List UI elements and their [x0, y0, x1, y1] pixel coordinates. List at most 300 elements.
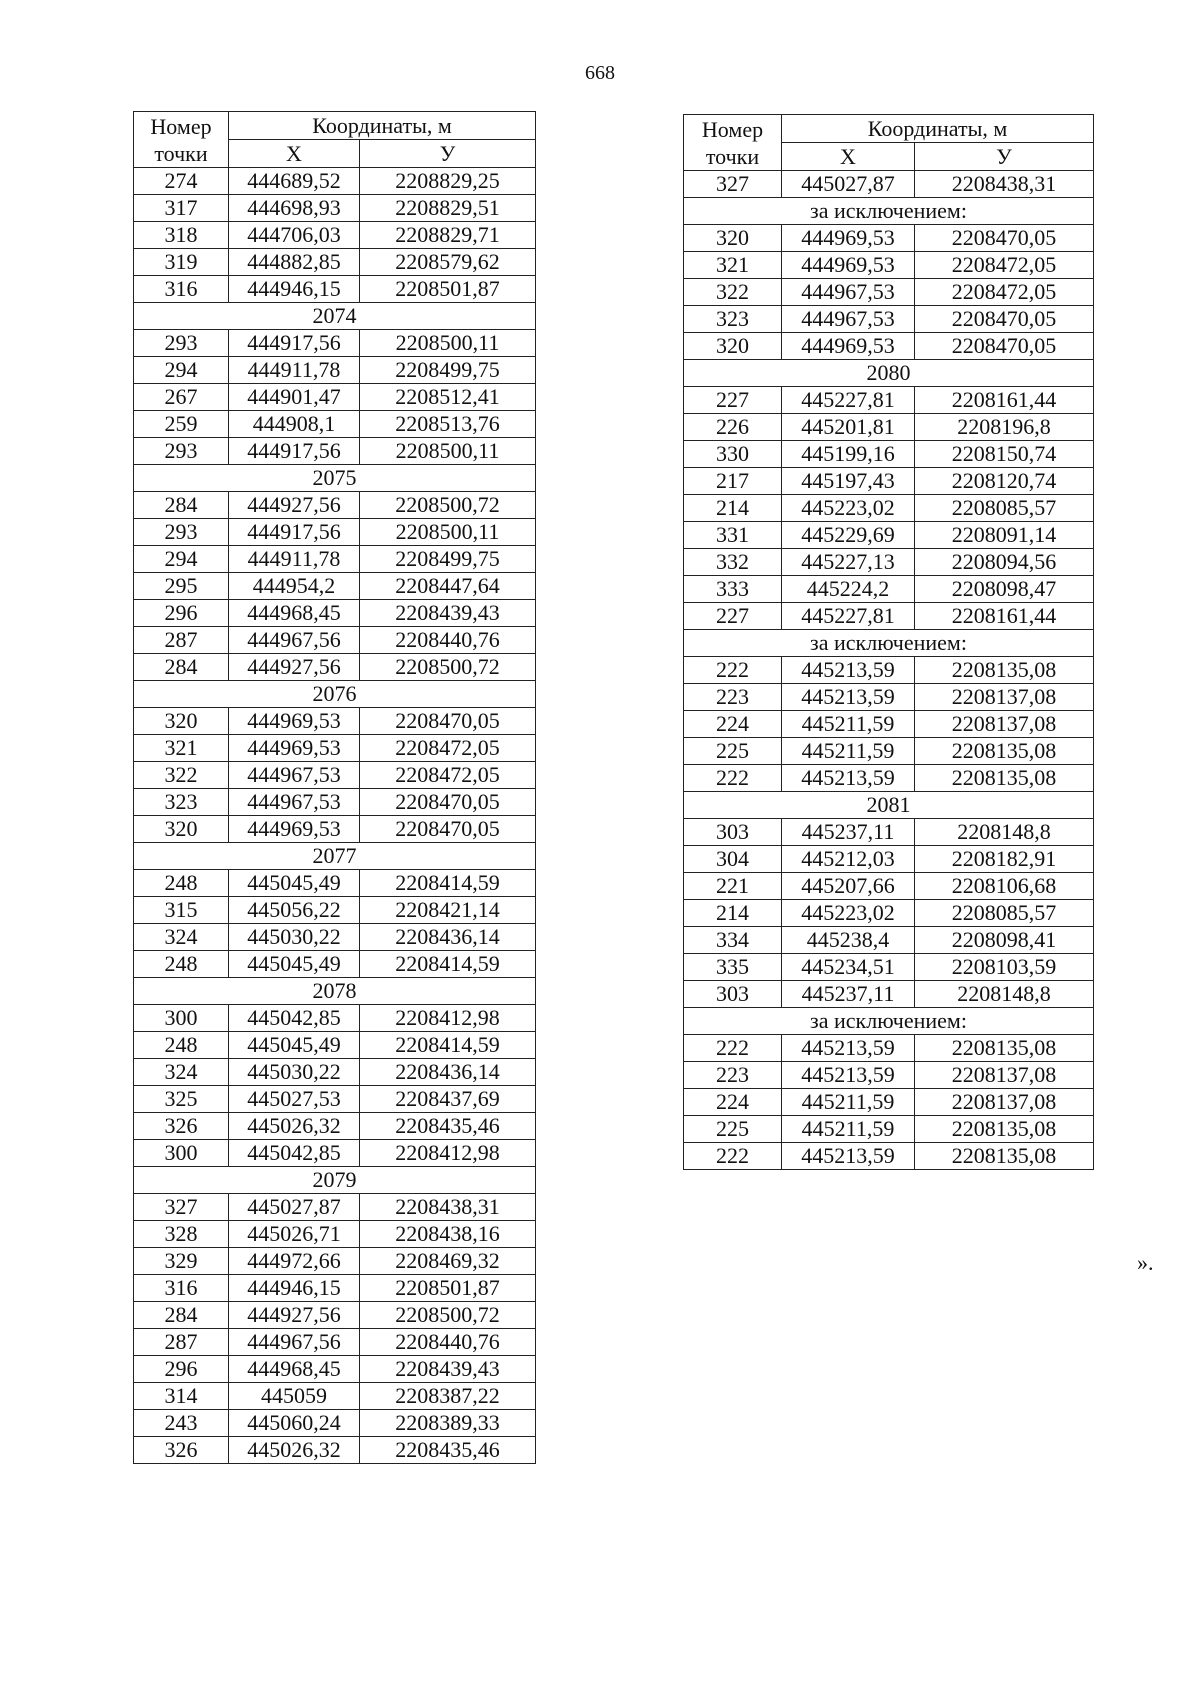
x-coordinate-cell: 445212,03	[782, 846, 915, 873]
y-coordinate-cell: 2208414,59	[360, 870, 536, 897]
table-row	[134, 1005, 536, 1032]
x-coordinate-cell: 444946,15	[229, 1275, 360, 1302]
y-coordinate-cell: 2208091,14	[915, 522, 1094, 549]
table-row	[134, 600, 536, 627]
x-coordinate-cell: 445229,69	[782, 522, 915, 549]
point-number-cell: 224	[684, 1089, 782, 1116]
point-number-cell: 293	[134, 330, 229, 357]
y-coordinate-cell: 2208137,08	[915, 711, 1094, 738]
table-row	[134, 168, 536, 195]
point-number-cell: 224	[684, 711, 782, 738]
point-number-cell: 324	[134, 924, 229, 951]
x-coordinate-cell: 444969,53	[229, 816, 360, 843]
point-number-cell: 274	[134, 168, 229, 195]
y-coordinate-cell: 2208513,76	[360, 411, 536, 438]
y-coordinate-cell: 2208470,05	[915, 306, 1094, 333]
point-number-cell: 222	[684, 1143, 782, 1170]
x-coordinate-cell: 445227,81	[782, 387, 915, 414]
point-number-cell: 318	[134, 222, 229, 249]
table-row	[684, 711, 1094, 738]
y-coordinate-cell: 2208470,05	[360, 789, 536, 816]
table-row	[684, 279, 1094, 306]
table-row	[684, 981, 1094, 1008]
x-coordinate-cell: 444927,56	[229, 1302, 360, 1329]
y-coordinate-cell: 2208447,64	[360, 573, 536, 600]
point-number-cell: 300	[134, 1005, 229, 1032]
point-number-header-line2: точки	[705, 143, 760, 169]
point-number-cell: 323	[134, 789, 229, 816]
x-coordinate-cell: 444969,53	[782, 333, 915, 360]
table-row	[684, 1116, 1094, 1143]
y-coordinate-cell: 2208438,31	[915, 171, 1094, 198]
table-row	[134, 519, 536, 546]
x-coordinate-cell: 445042,85	[229, 1140, 360, 1167]
y-coordinate-cell: 2208414,59	[360, 951, 536, 978]
y-coordinate-cell: 2208500,11	[360, 519, 536, 546]
x-coordinate-cell: 445211,59	[782, 1116, 915, 1143]
y-coordinate-cell: 2208501,87	[360, 1275, 536, 1302]
point-number-header-line1: Номер	[701, 116, 764, 142]
table-row	[134, 573, 536, 600]
point-number-cell: 303	[684, 981, 782, 1008]
point-number-cell: 323	[684, 306, 782, 333]
y-coordinate-cell: 2208137,08	[915, 1062, 1094, 1089]
x-coordinate-cell: 444969,53	[782, 252, 915, 279]
y-coordinate-cell: 2208196,8	[915, 414, 1094, 441]
point-number-cell: 300	[134, 1140, 229, 1167]
point-number-cell: 267	[134, 384, 229, 411]
point-number-cell: 320	[684, 333, 782, 360]
table-row	[134, 222, 536, 249]
table-row	[684, 738, 1094, 765]
table-row	[684, 414, 1094, 441]
point-number-header	[134, 112, 229, 168]
table-header	[684, 115, 1094, 171]
point-number-cell: 221	[684, 873, 782, 900]
section-label: 2076	[134, 681, 536, 708]
point-number-cell: 317	[134, 195, 229, 222]
table-row	[134, 384, 536, 411]
section-row	[134, 843, 536, 870]
y-coordinate-cell: 2208135,08	[915, 738, 1094, 765]
point-number-cell: 320	[684, 225, 782, 252]
x-coordinate-cell: 444689,52	[229, 168, 360, 195]
section-label: за исключением:	[684, 198, 1094, 225]
y-coordinate-cell: 2208135,08	[915, 657, 1094, 684]
x-coordinate-cell: 444901,47	[229, 384, 360, 411]
table-row	[684, 522, 1094, 549]
table-row	[684, 441, 1094, 468]
closing-quote: ».	[1137, 1250, 1154, 1275]
table-row	[134, 870, 536, 897]
y-coordinate-cell: 2208106,68	[915, 873, 1094, 900]
x-coordinate-cell: 445045,49	[229, 951, 360, 978]
x-coordinate-cell: 445213,59	[782, 765, 915, 792]
table-row	[684, 171, 1094, 198]
table-row	[134, 627, 536, 654]
point-number-cell: 259	[134, 411, 229, 438]
table-row	[134, 1356, 536, 1383]
table-row	[134, 897, 536, 924]
y-coordinate-cell: 2208137,08	[915, 684, 1094, 711]
section-row	[684, 1008, 1094, 1035]
x-coordinate-cell: 444954,2	[229, 573, 360, 600]
x-coordinate-cell: 445059	[229, 1383, 360, 1410]
table-row	[134, 1437, 536, 1464]
y-coordinate-cell: 2208500,72	[360, 492, 536, 519]
x-coordinate-cell: 445056,22	[229, 897, 360, 924]
table-row	[134, 492, 536, 519]
section-label: 2078	[134, 978, 536, 1005]
x-coordinate-cell: 445213,59	[782, 1143, 915, 1170]
coordinates-table-left	[133, 111, 536, 1464]
table-row	[134, 735, 536, 762]
point-number-cell: 248	[134, 870, 229, 897]
y-coordinate-cell: 2208439,43	[360, 1356, 536, 1383]
point-number-header	[684, 115, 782, 171]
table-row	[134, 1302, 536, 1329]
y-coordinate-cell: 2208470,05	[360, 816, 536, 843]
section-label: за исключением:	[684, 1008, 1094, 1035]
point-number-cell: 320	[134, 708, 229, 735]
section-row	[134, 1167, 536, 1194]
point-number-cell: 327	[684, 171, 782, 198]
point-number-cell: 321	[684, 252, 782, 279]
coordinates-table-right	[683, 114, 1094, 1170]
x-coordinate-cell: 445201,81	[782, 414, 915, 441]
table-row	[134, 762, 536, 789]
point-number-cell: 322	[134, 762, 229, 789]
point-number-cell: 227	[684, 387, 782, 414]
coordinates-header: Координаты, м	[229, 112, 536, 140]
table-row	[684, 549, 1094, 576]
point-number-cell: 214	[684, 900, 782, 927]
x-coordinate-cell: 445211,59	[782, 711, 915, 738]
table-row	[134, 1410, 536, 1437]
point-number-cell: 223	[684, 684, 782, 711]
y-coordinate-cell: 2208135,08	[915, 1116, 1094, 1143]
y-coordinate-cell: 2208440,76	[360, 1329, 536, 1356]
y-coordinate-cell: 2208120,74	[915, 468, 1094, 495]
x-coordinate-cell: 445223,02	[782, 495, 915, 522]
y-coordinate-cell: 2208148,8	[915, 981, 1094, 1008]
x-coordinate-cell: 445030,22	[229, 1059, 360, 1086]
x-coordinate-cell: 445213,59	[782, 1035, 915, 1062]
x-coordinate-cell: 444969,53	[782, 225, 915, 252]
point-number-header-line1: Номер	[150, 113, 212, 139]
y-coordinate-cell: 2208499,75	[360, 357, 536, 384]
table-row	[684, 900, 1094, 927]
table-row	[134, 1140, 536, 1167]
y-header: У	[360, 140, 536, 168]
section-row	[134, 303, 536, 330]
y-coordinate-cell: 2208421,14	[360, 897, 536, 924]
table-row	[134, 276, 536, 303]
x-coordinate-cell: 445026,32	[229, 1437, 360, 1464]
point-number-cell: 333	[684, 576, 782, 603]
y-coordinate-cell: 2208438,16	[360, 1221, 536, 1248]
point-number-cell: 320	[134, 816, 229, 843]
table-row	[684, 1035, 1094, 1062]
table-row	[134, 1113, 536, 1140]
point-number-cell: 315	[134, 897, 229, 924]
point-number-cell: 227	[684, 603, 782, 630]
x-coordinate-cell: 444706,03	[229, 222, 360, 249]
point-number-cell: 284	[134, 1302, 229, 1329]
y-coordinate-cell: 2208182,91	[915, 846, 1094, 873]
table-row	[684, 657, 1094, 684]
section-row	[684, 360, 1094, 387]
table-row	[684, 387, 1094, 414]
table-row	[134, 816, 536, 843]
x-coordinate-cell: 444967,53	[782, 279, 915, 306]
table-row	[684, 765, 1094, 792]
point-number-cell: 326	[134, 1113, 229, 1140]
y-coordinate-cell: 2208085,57	[915, 900, 1094, 927]
x-coordinate-cell: 445026,32	[229, 1113, 360, 1140]
y-coordinate-cell: 2208472,05	[360, 735, 536, 762]
x-coordinate-cell: 445223,02	[782, 900, 915, 927]
table-row	[134, 195, 536, 222]
y-coordinate-cell: 2208579,62	[360, 249, 536, 276]
point-number-cell: 316	[134, 1275, 229, 1302]
x-coordinate-cell: 445045,49	[229, 1032, 360, 1059]
x-coordinate-cell: 445234,51	[782, 954, 915, 981]
table-row	[684, 927, 1094, 954]
y-coordinate-cell: 2208500,72	[360, 1302, 536, 1329]
y-coordinate-cell: 2208472,05	[360, 762, 536, 789]
table-body	[684, 171, 1094, 1170]
y-coordinate-cell: 2208470,05	[915, 333, 1094, 360]
table-row	[134, 438, 536, 465]
table-row	[684, 495, 1094, 522]
x-coordinate-cell: 444972,66	[229, 1248, 360, 1275]
table-row	[134, 1086, 536, 1113]
x-coordinate-cell: 445227,81	[782, 603, 915, 630]
table-row	[134, 546, 536, 573]
y-coordinate-cell: 2208435,46	[360, 1437, 536, 1464]
table-row	[684, 225, 1094, 252]
point-number-cell: 226	[684, 414, 782, 441]
x-coordinate-cell: 444911,78	[229, 357, 360, 384]
y-coordinate-cell: 2208098,47	[915, 576, 1094, 603]
point-number-cell: 287	[134, 627, 229, 654]
x-coordinate-cell: 445060,24	[229, 1410, 360, 1437]
point-number-cell: 214	[684, 495, 782, 522]
x-coordinate-cell: 444698,93	[229, 195, 360, 222]
x-coordinate-cell: 444917,56	[229, 330, 360, 357]
table-header	[134, 112, 536, 168]
table-row	[134, 654, 536, 681]
point-number-cell: 332	[684, 549, 782, 576]
section-row	[134, 681, 536, 708]
x-header: X	[229, 140, 360, 168]
point-number-cell: 217	[684, 468, 782, 495]
y-coordinate-cell: 2208829,71	[360, 222, 536, 249]
point-number-header-line2: точки	[154, 140, 208, 166]
x-coordinate-cell: 445211,59	[782, 738, 915, 765]
table-row	[684, 873, 1094, 900]
y-coordinate-cell: 2208098,41	[915, 927, 1094, 954]
table-row	[684, 1062, 1094, 1089]
section-row	[684, 630, 1094, 657]
y-coordinate-cell: 2208161,44	[915, 387, 1094, 414]
y-coordinate-cell: 2208135,08	[915, 1035, 1094, 1062]
table-row	[134, 330, 536, 357]
y-coordinate-cell: 2208472,05	[915, 279, 1094, 306]
x-coordinate-cell: 445213,59	[782, 684, 915, 711]
x-coordinate-cell: 444927,56	[229, 492, 360, 519]
y-coordinate-cell: 2208500,72	[360, 654, 536, 681]
table-row	[134, 1275, 536, 1302]
x-coordinate-cell: 444946,15	[229, 276, 360, 303]
y-coordinate-cell: 2208469,32	[360, 1248, 536, 1275]
y-header: У	[915, 143, 1094, 171]
point-number-cell: 304	[684, 846, 782, 873]
x-coordinate-cell: 445213,59	[782, 1062, 915, 1089]
table-row	[684, 954, 1094, 981]
y-coordinate-cell: 2208148,8	[915, 819, 1094, 846]
x-coordinate-cell: 445211,59	[782, 1089, 915, 1116]
table-row	[684, 333, 1094, 360]
point-number-cell: 329	[134, 1248, 229, 1275]
section-row	[684, 198, 1094, 225]
point-number-cell: 334	[684, 927, 782, 954]
y-coordinate-cell: 2208150,74	[915, 441, 1094, 468]
point-number-cell: 303	[684, 819, 782, 846]
point-number-cell: 223	[684, 1062, 782, 1089]
point-number-cell: 326	[134, 1437, 229, 1464]
point-number-cell: 295	[134, 573, 229, 600]
x-coordinate-cell: 444967,56	[229, 1329, 360, 1356]
table-row	[684, 1089, 1094, 1116]
point-number-cell: 222	[684, 657, 782, 684]
x-coordinate-cell: 445237,11	[782, 819, 915, 846]
x-coordinate-cell: 445227,13	[782, 549, 915, 576]
point-number-cell: 327	[134, 1194, 229, 1221]
y-coordinate-cell: 2208437,69	[360, 1086, 536, 1113]
table-row	[684, 603, 1094, 630]
x-header: X	[782, 143, 915, 171]
table-row	[134, 1221, 536, 1248]
y-coordinate-cell: 2208135,08	[915, 765, 1094, 792]
page-number: 668	[585, 62, 615, 84]
table-row	[134, 249, 536, 276]
x-coordinate-cell: 444917,56	[229, 519, 360, 546]
x-coordinate-cell: 444967,53	[229, 762, 360, 789]
y-coordinate-cell: 2208085,57	[915, 495, 1094, 522]
point-number-cell: 325	[134, 1086, 229, 1113]
y-coordinate-cell: 2208512,41	[360, 384, 536, 411]
section-label: 2075	[134, 465, 536, 492]
x-coordinate-cell: 444969,53	[229, 708, 360, 735]
point-number-cell: 321	[134, 735, 229, 762]
x-coordinate-cell: 444967,53	[782, 306, 915, 333]
point-number-cell: 225	[684, 1116, 782, 1143]
section-label: 2079	[134, 1167, 536, 1194]
x-coordinate-cell: 444908,1	[229, 411, 360, 438]
x-coordinate-cell: 444911,78	[229, 546, 360, 573]
y-coordinate-cell: 2208094,56	[915, 549, 1094, 576]
x-coordinate-cell: 445026,71	[229, 1221, 360, 1248]
point-number-cell: 324	[134, 1059, 229, 1086]
y-coordinate-cell: 2208414,59	[360, 1032, 536, 1059]
x-coordinate-cell: 445027,53	[229, 1086, 360, 1113]
table-row	[684, 684, 1094, 711]
x-coordinate-cell: 445224,2	[782, 576, 915, 603]
x-coordinate-cell: 445213,59	[782, 657, 915, 684]
point-number-cell: 330	[684, 441, 782, 468]
x-coordinate-cell: 445042,85	[229, 1005, 360, 1032]
point-number-cell: 243	[134, 1410, 229, 1437]
x-coordinate-cell: 444927,56	[229, 654, 360, 681]
y-coordinate-cell: 2208103,59	[915, 954, 1094, 981]
section-label: 2077	[134, 843, 536, 870]
point-number-cell: 248	[134, 951, 229, 978]
section-label: 2074	[134, 303, 536, 330]
y-coordinate-cell: 2208499,75	[360, 546, 536, 573]
section-row	[684, 792, 1094, 819]
section-label: 2081	[684, 792, 1094, 819]
x-coordinate-cell: 445030,22	[229, 924, 360, 951]
x-coordinate-cell: 444967,53	[229, 789, 360, 816]
table-row	[134, 951, 536, 978]
table-row	[134, 789, 536, 816]
section-row	[134, 465, 536, 492]
table-row	[684, 252, 1094, 279]
y-coordinate-cell: 2208501,87	[360, 276, 536, 303]
y-coordinate-cell: 2208435,46	[360, 1113, 536, 1140]
point-number-cell: 248	[134, 1032, 229, 1059]
point-number-cell: 293	[134, 438, 229, 465]
y-coordinate-cell: 2208387,22	[360, 1383, 536, 1410]
x-coordinate-cell: 445199,16	[782, 441, 915, 468]
y-coordinate-cell: 2208436,14	[360, 924, 536, 951]
table-row	[684, 846, 1094, 873]
point-number-cell: 328	[134, 1221, 229, 1248]
table-row	[684, 1143, 1094, 1170]
point-number-cell: 335	[684, 954, 782, 981]
table-row	[684, 306, 1094, 333]
x-coordinate-cell: 444968,45	[229, 1356, 360, 1383]
point-number-cell: 314	[134, 1383, 229, 1410]
table-row	[134, 1032, 536, 1059]
x-coordinate-cell: 445027,87	[229, 1194, 360, 1221]
y-coordinate-cell: 2208440,76	[360, 627, 536, 654]
y-coordinate-cell: 2208438,31	[360, 1194, 536, 1221]
table-row	[134, 1383, 536, 1410]
section-row	[134, 978, 536, 1005]
y-coordinate-cell: 2208470,05	[360, 708, 536, 735]
point-number-cell: 319	[134, 249, 229, 276]
table-row	[134, 924, 536, 951]
point-number-cell: 222	[684, 765, 782, 792]
y-coordinate-cell: 2208500,11	[360, 330, 536, 357]
table-row	[134, 708, 536, 735]
point-number-cell: 294	[134, 357, 229, 384]
table-row	[134, 1248, 536, 1275]
x-coordinate-cell: 445237,11	[782, 981, 915, 1008]
y-coordinate-cell: 2208472,05	[915, 252, 1094, 279]
point-number-cell: 322	[684, 279, 782, 306]
y-coordinate-cell: 2208829,25	[360, 168, 536, 195]
point-number-cell: 316	[134, 276, 229, 303]
y-coordinate-cell: 2208439,43	[360, 600, 536, 627]
x-coordinate-cell: 444917,56	[229, 438, 360, 465]
y-coordinate-cell: 2208135,08	[915, 1143, 1094, 1170]
x-coordinate-cell: 444882,85	[229, 249, 360, 276]
table-row	[134, 1059, 536, 1086]
